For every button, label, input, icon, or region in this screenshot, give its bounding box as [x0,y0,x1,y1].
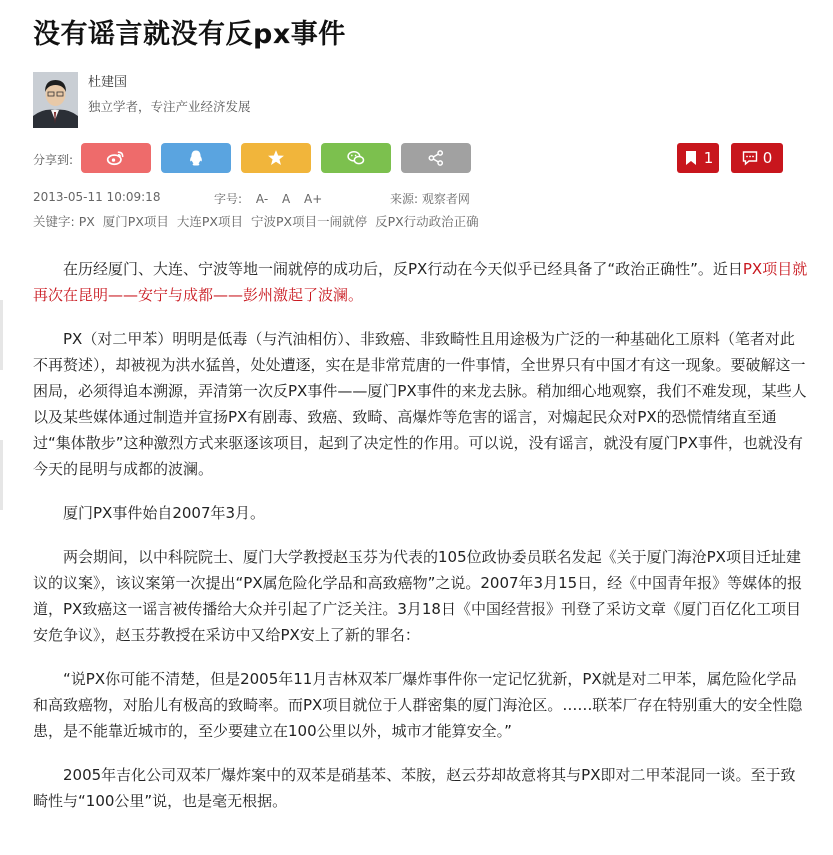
share-more-button[interactable] [401,143,471,173]
font-size-control [214,190,332,207]
keyword-link[interactable]: 厦门PX项目 [102,214,169,229]
keywords-label: 关键字: [33,214,75,229]
share-qq-button[interactable] [161,143,231,173]
source-info [390,190,470,207]
keyword-link[interactable]: PX [78,214,95,229]
article-body [33,256,808,832]
font-size-normal-button[interactable]: A [281,192,291,206]
font-size-smaller-button[interactable]: A- [255,192,269,206]
article-quote-paragraph: “说PX你可能不清楚，但是2005年11月吉林双苯厂爆炸事件你一定记忆犹新，PX就是对二甲苯，属危险化学品和高致癌物，对胎儿有极高的致畸率。而PX项目就位于人群密集的厦门海沧区。……联苯厂存在特别重大的安全性隐患，是不能靠近城市的，至少要建立在100公里以外，城市才能算安全。” [33,670,803,740]
article-paragraph: 2005年吉化公司双苯厂爆炸案中的双苯是硝基苯、苯胺，赵云芬却故意将其与PX即对二甲苯混同一谈。至于致畸性与“100公里”说，也是毫无根据。 [33,766,796,810]
weibo-icon [106,148,126,168]
share-nodes-icon [426,148,446,168]
keyword-link[interactable]: 大连PX项目 [176,214,243,229]
article-paragraph: 两会期间，以中科院院士、厦门大学教授赵玉芬为代表的105位政协委员联名发起《关于厦门海沧PX项目迁址建议的议案》，该议案第一次提出“PX属危险化学品和高致癌物”之说。2007年3月15日，经《中国青年报》等媒体的报道，PX致癌这一谣言被传播给大众并引起了广泛关注。3月18日《中国经营报》刊登了采访文章《厦门百亿化工项目安危争议》，赵玉芬教授在采访中又给PX安上了新的罪名： [33,548,803,644]
paragraph-text: 在历经厦门、大连、宁波等地一闹就停的成功后，反PX行动在今天似乎已经具备了“政治正确性”。近日 [63,260,743,278]
publish-datetime: 2013-05-11 10:09:18 [33,190,161,204]
author-avatar[interactable] [33,72,78,128]
source-label: 来源: [390,192,419,206]
font-size-larger-button[interactable]: A+ [304,192,323,206]
keywords-bar [33,212,483,230]
source-link[interactable]: 观察者网 [421,192,470,206]
qzone-star-icon [266,148,286,168]
page-edge-marker [0,300,3,370]
bookmark-icon [683,150,699,166]
comment-icon [742,150,758,166]
highlighted-link-text[interactable]: PX项目就再次在昆明——安宁与成都——彭州激起了波澜。 [33,260,808,304]
share-qzone-button[interactable] [241,143,311,173]
author-bio: 独立学者，专注产业经济发展 [88,99,251,114]
keyword-link[interactable]: 宁波PX项目一闹就停 [250,214,368,229]
article-title: 没有谣言就没有反px事件 [33,19,346,50]
keyword-link[interactable]: 反PX行动政治正确 [375,214,479,229]
wechat-icon [346,148,366,168]
share-wechat-button[interactable] [321,143,391,173]
author-name[interactable]: 杜建国 [88,75,128,90]
page-edge-marker [0,440,3,510]
article-paragraph: 厦门PX事件始自2007年3月。 [63,504,266,522]
bookmark-count: 1 [703,149,714,167]
article-paragraph: PX（对二甲苯）明明是低毒（与汽油相仿）、非致癌、非致畸性且用途极为广泛的一种基础化工原料（笔者对此不再赘述），却被视为洪水猛兽，处处遭逐，实在是非常荒唐的一件事情，全世界只有中国才有这一现象。要破解这一困局，必须得追本溯源，弄清第一次反PX事件——厦门PX事件的来龙去脉。稍加细心地观察，我们不难发现，某些人以及某些媒体通过制造并宣扬PX有剧毒、致癌、致畸、高爆炸等危害的谣言，对煽起民众对PX的恐慌情绪直至通过“集体散步”这种激烈方式来驱逐该项目，起到了决定性的作用。可以说，没有谣言，就没有厦门PX事件，也就没有今天的昆明与成都的波澜。 [33,330,807,478]
author-portrait-icon [33,72,78,128]
share-weibo-button[interactable] [81,143,151,173]
comment-button[interactable] [731,143,783,173]
comment-count: 0 [762,149,773,167]
bookmark-button[interactable] [677,143,719,173]
share-label: 分享到: [33,153,74,167]
qq-icon [186,148,206,168]
font-size-label: 字号: [214,192,243,206]
article-paragraph [33,256,808,308]
